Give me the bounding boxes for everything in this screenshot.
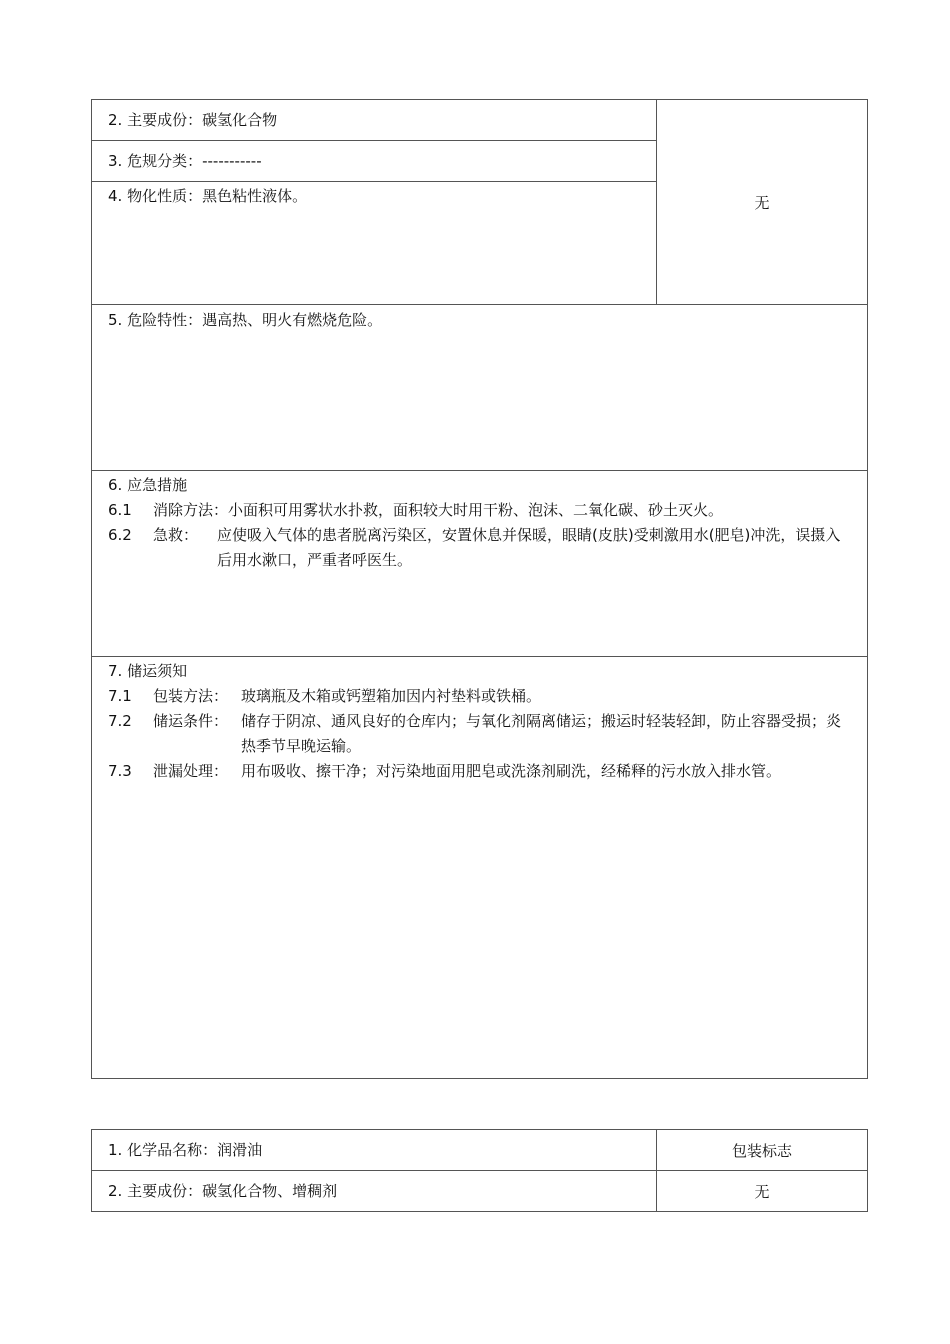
section-heading: 7. 储运须知 <box>108 662 188 680</box>
sub-item-label: 消除方法： <box>153 501 229 519</box>
sub-item-number: 7.3 <box>108 762 132 780</box>
sub-item-text: 储存于阴凉、通风良好的仓库内；与氧化剂隔离储运；搬运时轻装轻卸，防止容器受损；炎热季节早晚运输。 <box>241 712 842 755</box>
packaging-mark-header: 包装标志 <box>731 1141 792 1160</box>
sub-item-label: 急救： <box>153 526 199 544</box>
sub-item-number: 7.1 <box>108 687 132 705</box>
emergency-measures-cell <box>92 471 868 657</box>
hazard-class-text: 3. 危规分类：----------- <box>108 152 262 170</box>
sub-item-text: 小面积可用雾状水扑救，面积较大时用干粉、泡沫、二氧化碳、砂土灭火。 <box>228 501 724 519</box>
sub-item-label: 包装方法： <box>153 687 229 705</box>
msds-table-top <box>91 99 868 1079</box>
main-ingredients-text-2: 2. 主要成份：碳氢化合物、增稠剂 <box>108 1182 338 1200</box>
chemical-name-cell <box>92 1130 657 1171</box>
properties-text: 4. 物化性质：黑色粘性液体。 <box>108 187 308 205</box>
storage-transport <box>92 657 867 792</box>
main-ingredients-cell-2 <box>92 1171 657 1212</box>
main-ingredients-cell <box>92 100 657 141</box>
msds-table-bottom <box>91 1129 868 1212</box>
sub-item-number: 6.1 <box>108 501 132 519</box>
sub-item-label: 泄漏处理： <box>153 762 229 780</box>
chemical-name-text: 1. 化学品名称：润滑油 <box>108 1141 263 1159</box>
sub-item-6-1 <box>108 498 851 523</box>
sub-item-7-2 <box>108 709 851 759</box>
properties-cell <box>92 182 657 305</box>
sub-item-text: 玻璃瓶及木箱或钙塑箱加因内衬垫料或铁桶。 <box>241 687 542 705</box>
hazard-characteristics-cell <box>92 305 868 471</box>
storage-transport-cell <box>92 657 868 1079</box>
packaging-mark-value: 无 <box>754 193 770 212</box>
section-heading: 6. 应急措施 <box>108 476 188 494</box>
packaging-mark-cell <box>657 100 868 305</box>
sub-item-label: 储运条件： <box>153 712 229 730</box>
sub-item-number: 6.2 <box>108 526 132 544</box>
packaging-mark-value-cell-2 <box>657 1171 868 1212</box>
sub-item-number: 7.2 <box>108 712 132 730</box>
sub-item-text: 应使吸入气体的患者脱离污染区，安置休息并保暖，眼睛(皮肤)受刺激用水(肥皂)冲洗，误摄入后用水漱口，严重者呼医生。 <box>217 526 841 569</box>
hazard-class-cell <box>92 141 657 182</box>
packaging-mark-header-cell <box>657 1130 868 1171</box>
sub-item-7-3 <box>108 759 851 784</box>
sub-item-6-2 <box>108 523 851 573</box>
sub-item-7-1 <box>108 684 851 709</box>
emergency-measures <box>92 471 867 581</box>
main-ingredients-text: 2. 主要成份：碳氢化合物 <box>108 111 278 129</box>
hazard-characteristics-text: 5. 危险特性：遇高热、明火有燃烧危险。 <box>108 311 383 329</box>
sub-item-text: 用布吸收、擦干净；对污染地面用肥皂或洗涤剂刷洗，经稀释的污水放入排水管。 <box>241 762 782 780</box>
packaging-mark-value-2: 无 <box>754 1182 770 1201</box>
